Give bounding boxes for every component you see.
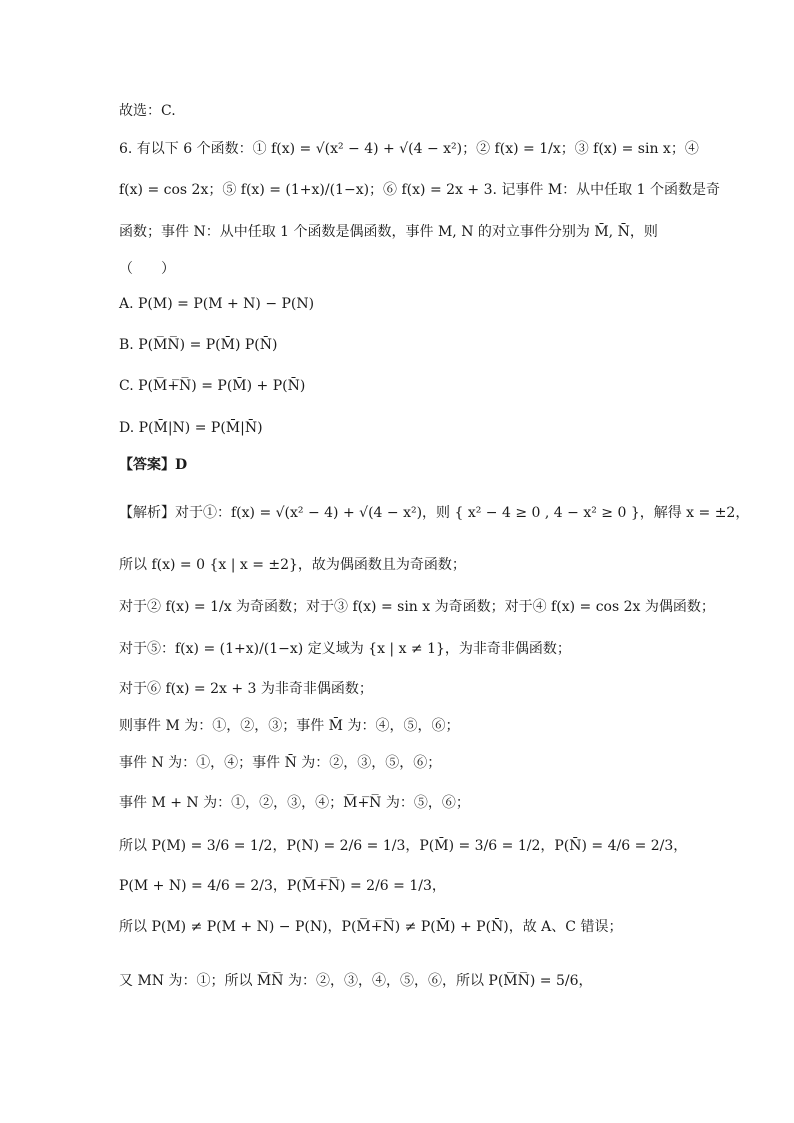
analysis-line-10: P(M + N) = 4/6 = 2/3，P(M̅+̅N̅) = 2/6 = 1/3， [119, 878, 446, 894]
question-6-line-2: f(x) = cos 2x；⑤ f(x) = (1+x)/(1−x)；⑥ f(x) = 2x + 3. 记事件 M：从中任取 1 个函数是奇 [119, 182, 720, 198]
option-a: A. P(M) = P(M + N) − P(N) [119, 296, 315, 312]
question-6-line-3: 函数；事件 N：从中任取 1 个函数是偶函数，事件 M, N 的对立事件分别为 M̄, N̄，则 [119, 224, 658, 240]
analysis-line-12: 又 MN 为：①；所以 M̅N̅ 为：②，③，④，⑤，⑥，所以 P(M̅N̅) = 5/6， [119, 973, 593, 989]
answer-line: 【答案】D [119, 457, 188, 473]
analysis-line-2: 所以 f(x) = 0 {x | x = ±2}，故为偶函数且为奇函数； [119, 557, 466, 573]
analysis-line-5: 对于⑥ f(x) = 2x + 3 为非奇非偶函数； [119, 681, 373, 697]
analysis-line-11: 所以 P(M) ≠ P(M + N) − P(N)，P(M̅+̅N̅) ≠ P(M̄) + P(N̄)，故 A、C 错误； [119, 919, 623, 935]
analysis-line-3: 对于② f(x) = 1/x 为奇函数；对于③ f(x) = sin x 为奇函数；对于④ f(x) = cos 2x 为偶函数； [119, 599, 715, 615]
option-b: B. P(M̅N̅) = P(M̄) P(N̄) [119, 337, 278, 353]
option-d: D. P(M̄|N) = P(M̄|N̄) [119, 420, 263, 436]
analysis-line-1: 【解析】对于①：f(x) = √(x² − 4) + √(4 − x²)，则 { x² − 4 ≥ 0 , 4 − x² ≥ 0 }，解得 x = ±2， [119, 505, 750, 521]
analysis-line-4: 对于⑤：f(x) = (1+x)/(1−x) 定义域为 {x | x ≠ 1}，为非奇非偶函数； [119, 641, 571, 657]
analysis-line-8: 事件 M + N 为：①，②，③，④；M̅+̅N̅ 为：⑤，⑥； [119, 795, 470, 811]
analysis-line-9: 所以 P(M) = 3/6 = 1/2，P(N) = 2/6 = 1/3，P(M̄) = 3/6 = 1/2，P(N̄) = 4/6 = 2/3， [119, 838, 688, 854]
question-6-blank: （ ） [119, 261, 175, 277]
previous-answer-line: 故选：C. [119, 103, 176, 119]
analysis-line-7: 事件 N 为：①，④；事件 N̄ 为：②，③，⑤，⑥； [119, 755, 442, 771]
question-6-line-1: 6. 有以下 6 个函数：① f(x) = √(x² − 4) + √(4 − x²)；② f(x) = 1/x；③ f(x) = sin x；④ [119, 141, 699, 157]
analysis-line-6: 则事件 M 为：①，②，③；事件 M̄ 为：④，⑤，⑥； [119, 718, 460, 734]
option-c: C. P(M̅+̅N̅) = P(M̄) + P(N̄) [119, 378, 306, 394]
